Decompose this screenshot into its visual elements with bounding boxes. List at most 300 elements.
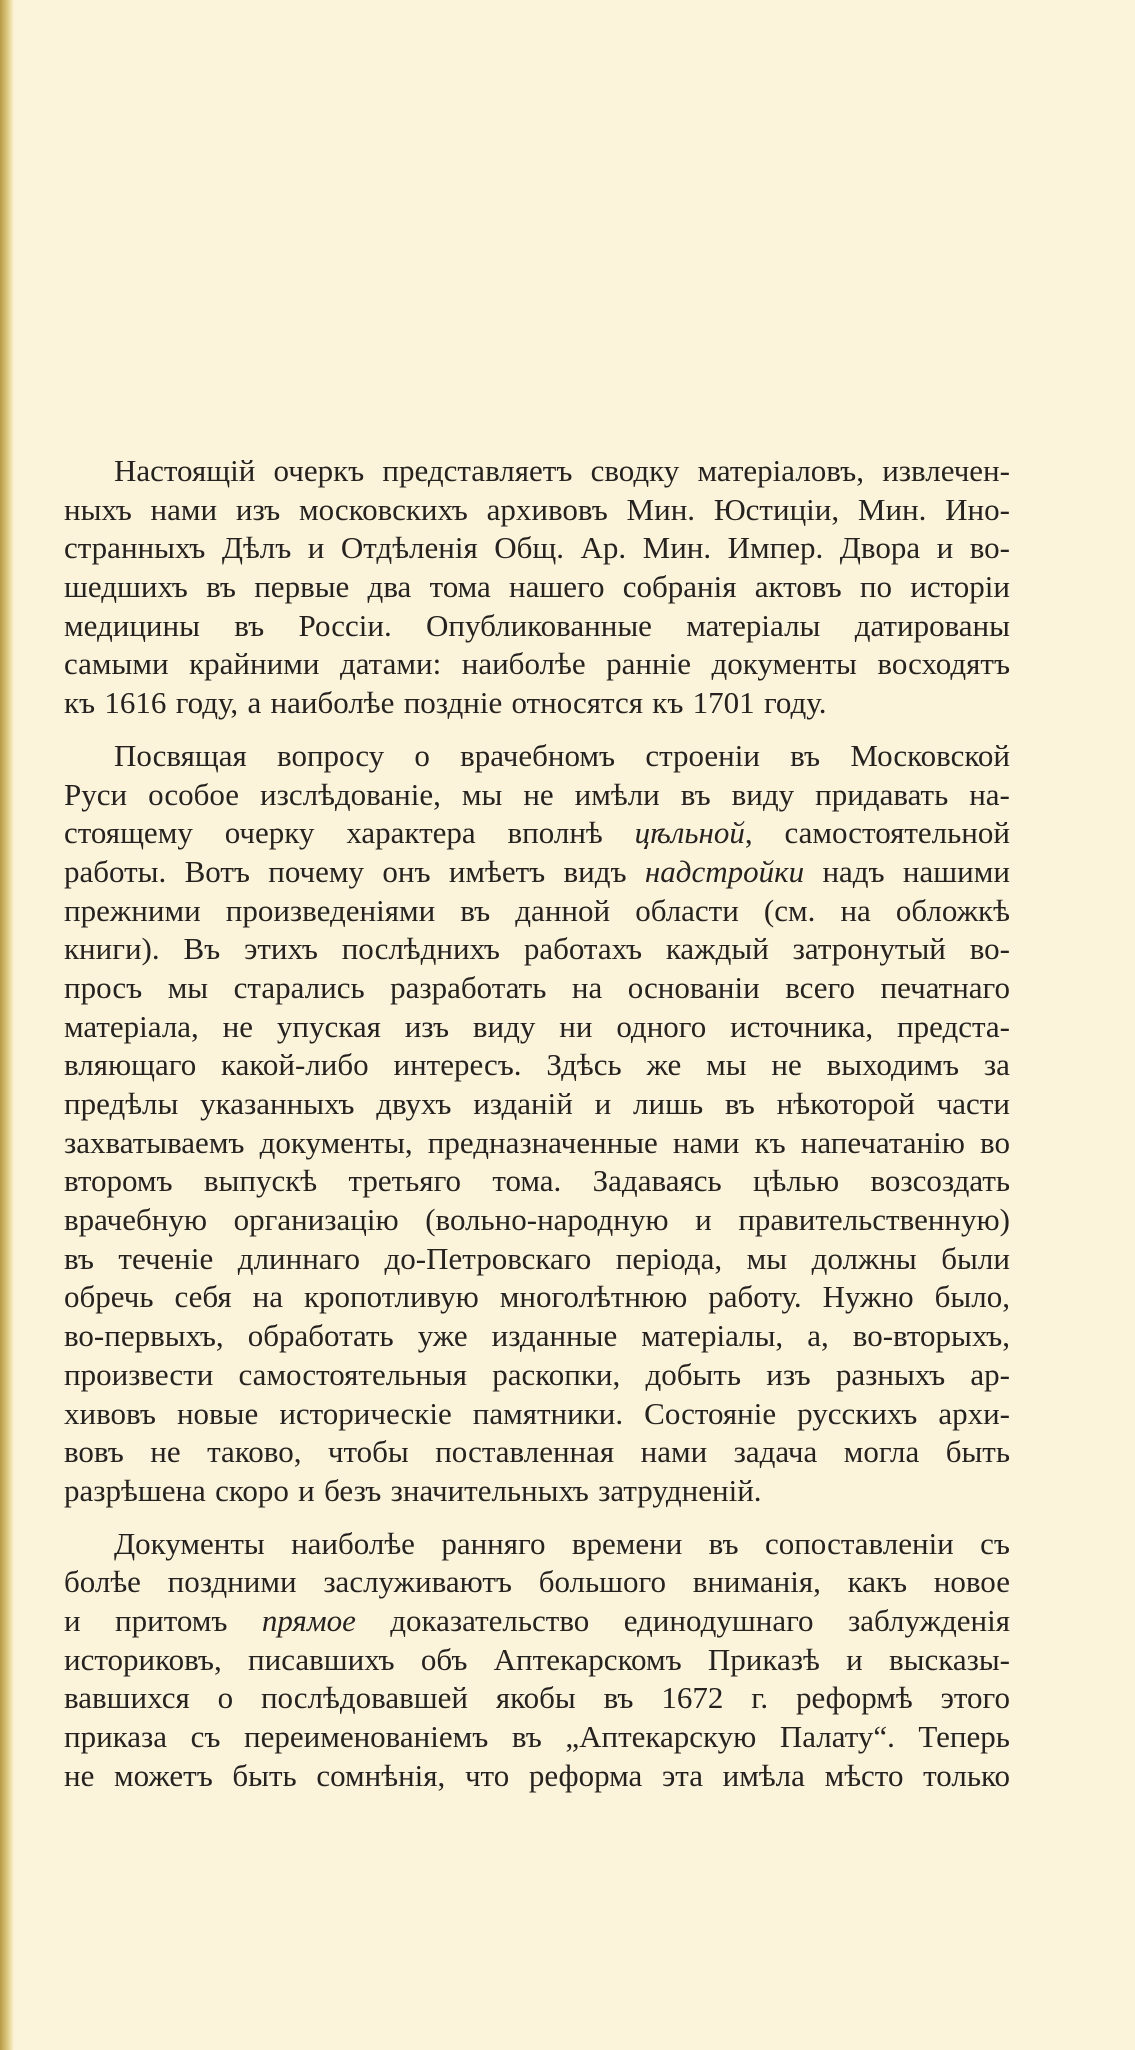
word: году. xyxy=(763,685,827,721)
word: указанныхъ xyxy=(200,1086,355,1121)
word: поставленная xyxy=(435,1434,615,1470)
word: вляющаго xyxy=(64,1047,197,1083)
word: работы. xyxy=(64,853,167,889)
word: имѣли xyxy=(574,776,660,812)
text-line xyxy=(64,452,1010,491)
word: и xyxy=(594,1086,612,1121)
word: Двора xyxy=(839,530,921,566)
word: прямое xyxy=(261,1602,356,1638)
word: 1672 xyxy=(661,1680,724,1716)
text-line xyxy=(64,529,1010,568)
word: Въ xyxy=(183,931,221,967)
word: разработать xyxy=(390,969,547,1005)
word: новое xyxy=(933,1564,1010,1600)
word: работу. xyxy=(708,1279,802,1315)
word: въ xyxy=(460,892,491,928)
word: и xyxy=(307,530,325,566)
paragraph xyxy=(64,452,1010,723)
text-line xyxy=(64,1679,1010,1718)
word: за xyxy=(983,1047,1010,1083)
word: напечатанiю xyxy=(800,1124,965,1160)
word: наиболѣе xyxy=(270,685,395,721)
text-line xyxy=(64,1046,1010,1085)
word: историковъ, xyxy=(64,1641,222,1677)
word: собранiя xyxy=(622,569,737,605)
word: Дѣлъ xyxy=(221,530,292,566)
word: изъ xyxy=(404,1008,450,1044)
word: доказательство xyxy=(390,1602,590,1638)
word: съ xyxy=(980,1525,1010,1561)
text-line xyxy=(64,930,1010,969)
word: и xyxy=(936,530,954,566)
text-line xyxy=(64,1433,1010,1472)
word: крайними xyxy=(189,646,320,682)
word: очеркъ xyxy=(273,453,365,488)
word: мы xyxy=(461,776,503,812)
page-binding-edge xyxy=(0,0,14,2050)
word: русскихъ xyxy=(797,1395,918,1431)
text-line xyxy=(64,1124,1010,1163)
word: должны xyxy=(811,1240,917,1276)
word: (см. xyxy=(763,892,816,928)
word: обречь xyxy=(64,1279,154,1315)
word: ар- xyxy=(970,1356,1010,1392)
word: высказы- xyxy=(889,1641,1010,1677)
word: почему xyxy=(268,853,365,889)
word: „Аптекарскую xyxy=(565,1719,757,1754)
word: области xyxy=(635,892,739,928)
word: Опубликованные xyxy=(426,607,652,643)
word: изъ xyxy=(766,1356,811,1392)
word: тома. xyxy=(492,1163,562,1199)
word: во- xyxy=(969,530,1010,566)
word: не xyxy=(222,1008,254,1044)
word: изданные xyxy=(491,1318,618,1354)
word: реформѣ xyxy=(796,1680,913,1716)
word: историческiе xyxy=(279,1395,452,1431)
word: Россiи. xyxy=(298,607,392,643)
word: ныхъ xyxy=(64,491,132,527)
word: актовъ xyxy=(754,569,842,605)
word: времени xyxy=(571,1525,683,1561)
word: документы, xyxy=(259,1124,413,1160)
word: о xyxy=(414,737,430,773)
word: себя xyxy=(174,1279,232,1315)
word: только xyxy=(923,1757,1010,1793)
text-line xyxy=(64,1240,1010,1279)
word: цѣльной, xyxy=(634,815,753,851)
word: къ xyxy=(64,685,96,721)
word: на xyxy=(571,969,603,1005)
word: сводку xyxy=(590,453,680,488)
word: части xyxy=(936,1086,1010,1121)
word: не xyxy=(150,1434,181,1470)
word: а, xyxy=(807,1318,829,1354)
text-line xyxy=(64,1395,1010,1434)
word: упуская xyxy=(276,1008,381,1044)
word: въ xyxy=(680,776,711,812)
word: сомнѣнiя, xyxy=(316,1757,446,1793)
text-line xyxy=(64,1201,1010,1240)
word: предста- xyxy=(897,1008,1010,1044)
word: изъ xyxy=(235,491,281,527)
word: хивовъ xyxy=(64,1395,156,1431)
word: и xyxy=(695,1202,712,1238)
word: теченiе xyxy=(118,1240,214,1276)
word: Общ. xyxy=(494,530,564,566)
word: быть xyxy=(945,1434,1010,1470)
word: объ xyxy=(420,1641,468,1677)
text-line xyxy=(64,1757,1010,1796)
word: что xyxy=(464,1757,510,1793)
word: самостоятельной xyxy=(784,815,1010,851)
word: Импер. xyxy=(727,530,824,566)
word: исторiи xyxy=(910,569,1010,605)
word: видъ xyxy=(563,853,627,889)
text-line xyxy=(64,568,1010,607)
word: году, xyxy=(175,685,239,721)
word: нами xyxy=(672,1124,740,1160)
word: выходимъ xyxy=(826,1047,960,1083)
word: печатнаго xyxy=(880,969,1010,1005)
word: на xyxy=(840,892,871,928)
word: одного xyxy=(616,1008,707,1044)
word: третьяго xyxy=(348,1163,462,1199)
word: единодушнаго xyxy=(623,1602,814,1638)
text-line xyxy=(64,1356,1010,1395)
word: переименованiемъ xyxy=(244,1719,489,1754)
word: по xyxy=(859,569,893,605)
word: о xyxy=(217,1680,234,1716)
text-line xyxy=(64,491,1010,530)
word: затронутый xyxy=(792,931,946,967)
word: самыми xyxy=(64,646,169,682)
word: затрудненiй. xyxy=(598,1472,762,1508)
word: послѣднихъ xyxy=(341,931,500,967)
word: каждый xyxy=(665,931,769,967)
word: 1616 xyxy=(104,685,167,721)
word: просъ xyxy=(64,969,143,1005)
word: ранняго xyxy=(441,1525,546,1561)
word: Вотъ xyxy=(184,853,250,889)
word: данной xyxy=(515,892,611,928)
text-line xyxy=(64,645,1010,684)
word: въ xyxy=(603,1680,634,1716)
text-line xyxy=(64,1641,1010,1680)
paragraph xyxy=(64,737,1010,1511)
word: вавшихся xyxy=(64,1680,190,1716)
word: въ xyxy=(234,607,265,643)
text-line xyxy=(64,1472,1010,1511)
word: не xyxy=(771,1047,802,1083)
word: и xyxy=(298,1472,315,1508)
word: многолѣтнюю xyxy=(499,1279,688,1315)
word: раннiе xyxy=(606,646,691,682)
word: мы xyxy=(167,969,209,1005)
word: вполнѣ xyxy=(507,815,603,851)
word: приказа xyxy=(64,1719,168,1754)
word: Документы xyxy=(114,1525,265,1561)
word: къ xyxy=(754,1124,786,1160)
word: документы xyxy=(711,646,857,682)
word: виду xyxy=(731,776,795,812)
word: добыть xyxy=(645,1356,742,1392)
word: длиннаго xyxy=(237,1240,361,1276)
word: во xyxy=(980,1124,1010,1160)
word: заблужденiя xyxy=(847,1602,1010,1638)
word: лишь xyxy=(633,1086,704,1121)
word: первые xyxy=(254,569,350,605)
word: датированы xyxy=(854,607,1010,643)
word: Настоящiй xyxy=(114,453,256,488)
word: изслѣдованiе, xyxy=(260,776,441,812)
word: матерiалы xyxy=(686,607,821,643)
word: возсоздать xyxy=(870,1163,1010,1199)
word: мы xyxy=(746,1240,788,1276)
word: поздними xyxy=(167,1564,297,1600)
word: разныхъ xyxy=(835,1356,946,1392)
word: сопоставленiи xyxy=(764,1525,954,1561)
word: уже xyxy=(417,1318,468,1354)
word: обработать xyxy=(247,1318,394,1354)
word: же xyxy=(646,1047,682,1083)
word: Руси xyxy=(64,776,128,812)
word: шедшихъ xyxy=(64,569,188,605)
word: въ xyxy=(708,1525,739,1561)
word: заслуживаютъ xyxy=(323,1564,512,1600)
word: этого xyxy=(940,1680,1010,1716)
word: чтобы xyxy=(327,1434,409,1470)
word: восходятъ xyxy=(877,646,1010,682)
word: вниманiя, xyxy=(692,1564,821,1600)
word: Нужно xyxy=(822,1279,914,1315)
word: прежними xyxy=(64,892,201,928)
word: наиболѣе xyxy=(461,646,586,682)
word: раскопки, xyxy=(492,1356,621,1392)
word: матерiалы, xyxy=(641,1318,784,1354)
word: во- xyxy=(969,931,1010,967)
text-line xyxy=(64,1718,1010,1757)
word: Посвящая xyxy=(114,737,247,773)
word: перiода, xyxy=(615,1240,723,1276)
word: кропотливую xyxy=(303,1279,479,1315)
word: вопросу xyxy=(277,737,385,773)
word: старались xyxy=(233,969,365,1005)
word: не xyxy=(523,776,554,812)
text-line xyxy=(64,1008,1010,1047)
word: правительственную) xyxy=(738,1202,1010,1238)
word: нѣкоторой xyxy=(776,1086,915,1121)
word: съ xyxy=(190,1719,221,1754)
word: таково, xyxy=(207,1434,302,1470)
paragraph xyxy=(64,1525,1010,1796)
word: датами: xyxy=(339,646,442,682)
word: послѣдовавшей xyxy=(260,1680,468,1716)
word: второмъ xyxy=(64,1163,173,1199)
paragraph-gap xyxy=(64,723,1010,737)
word: скоро xyxy=(215,1472,289,1508)
word: могла xyxy=(843,1434,920,1470)
word: этихъ xyxy=(244,931,318,967)
word: реформа xyxy=(528,1757,643,1793)
word: тома xyxy=(429,569,491,605)
word: обложкѣ xyxy=(895,892,1010,928)
word: мѣсто xyxy=(824,1757,904,1793)
text-line xyxy=(64,776,1010,815)
word: Мин. xyxy=(857,491,927,527)
word: г. xyxy=(751,1680,769,1716)
word: Приказѣ xyxy=(707,1641,820,1677)
word: произвести xyxy=(64,1356,214,1392)
word: значительныхъ xyxy=(390,1472,589,1508)
word: характера xyxy=(346,815,476,851)
text-line xyxy=(64,1525,1010,1564)
text-line xyxy=(64,1317,1010,1356)
word: въ xyxy=(511,1719,542,1754)
word: нашего xyxy=(509,569,605,605)
word: московскихъ xyxy=(298,491,468,527)
word: онъ xyxy=(382,853,431,889)
word: Юстицiи, xyxy=(713,491,840,527)
text-line xyxy=(64,969,1010,1008)
text-line xyxy=(64,737,1010,776)
word: архи- xyxy=(938,1395,1010,1431)
text-line xyxy=(64,853,1010,892)
word: организацiю xyxy=(233,1202,399,1238)
word: матерiаловъ, xyxy=(697,453,864,488)
word: матерiала, xyxy=(64,1008,199,1044)
word: въ xyxy=(724,1086,755,1121)
word: эта xyxy=(661,1757,703,1793)
word: мы xyxy=(706,1047,747,1083)
word: были xyxy=(941,1240,1010,1276)
word: извлечен- xyxy=(882,453,1010,488)
page-text xyxy=(64,452,1010,1795)
word: Здѣсь xyxy=(546,1047,622,1083)
word: строенiи xyxy=(645,737,760,773)
text-line xyxy=(64,1085,1010,1124)
word: во-вторыхъ, xyxy=(852,1318,1010,1354)
word: можетъ xyxy=(114,1757,213,1793)
word: не xyxy=(64,1757,95,1793)
word: виду xyxy=(472,1008,536,1044)
word: наиболѣе xyxy=(291,1525,415,1561)
word: надъ xyxy=(822,853,885,889)
word: нами xyxy=(150,491,218,527)
word: притомъ xyxy=(115,1602,228,1638)
word: источника, xyxy=(730,1008,874,1044)
word: 1701 xyxy=(692,685,755,721)
word: памятники. xyxy=(472,1395,624,1431)
word: работахъ xyxy=(523,931,642,967)
word: болѣе xyxy=(64,1564,141,1600)
word: двухъ xyxy=(376,1086,452,1121)
text-line xyxy=(64,1563,1010,1602)
word: два xyxy=(367,569,412,605)
word: въ xyxy=(64,1240,94,1276)
word: надстройки xyxy=(644,853,805,889)
text-line xyxy=(64,607,1010,646)
word: Ино- xyxy=(945,491,1010,527)
word: новые xyxy=(176,1395,259,1431)
word: имѣла xyxy=(722,1757,805,1793)
word: и xyxy=(64,1602,81,1638)
word: разрѣшена xyxy=(64,1472,206,1508)
word: было, xyxy=(934,1279,1010,1315)
word: интересъ. xyxy=(393,1047,522,1083)
word: (вольно-народную xyxy=(425,1202,669,1238)
text-line xyxy=(64,1162,1010,1201)
word: писавшихъ xyxy=(248,1641,395,1677)
word: изданiй xyxy=(473,1086,573,1121)
word: а xyxy=(247,685,262,721)
word: Мин. xyxy=(642,530,712,566)
word: какъ xyxy=(847,1564,908,1600)
word: выпускѣ xyxy=(203,1163,318,1199)
word: врачебномъ xyxy=(460,737,616,773)
text-line xyxy=(64,814,1010,853)
word: Задаваясь xyxy=(592,1163,722,1199)
word: позднiе xyxy=(403,685,503,721)
word: ни xyxy=(559,1008,593,1044)
word: Мин. xyxy=(626,491,696,527)
word: въ xyxy=(206,569,236,605)
word: Состоянiе xyxy=(644,1395,777,1431)
word: предназначенные xyxy=(427,1124,658,1160)
word: якобы xyxy=(495,1680,576,1716)
word: относятся xyxy=(511,685,643,721)
word: захватываемъ xyxy=(64,1124,245,1160)
text-line xyxy=(64,1278,1010,1317)
word: на xyxy=(252,1279,283,1315)
text-line xyxy=(64,684,1010,723)
word: Ар. xyxy=(580,530,627,566)
word: вовъ xyxy=(64,1434,124,1470)
word: во-первыхъ, xyxy=(64,1318,224,1354)
word: Аптекарскомъ xyxy=(493,1641,682,1677)
word: большого xyxy=(538,1564,666,1600)
paragraph-gap xyxy=(64,1511,1010,1525)
word: въ xyxy=(790,737,821,773)
word: странныхъ xyxy=(64,530,206,566)
word: книги). xyxy=(64,931,160,967)
word: всего xyxy=(785,969,855,1005)
word: придавать xyxy=(815,776,949,812)
word: имѣетъ xyxy=(448,853,546,889)
word: на- xyxy=(969,776,1010,812)
word: предѣлы xyxy=(64,1086,179,1121)
word: Палату“. xyxy=(779,1719,895,1754)
word: быть xyxy=(232,1757,297,1793)
word: очерку xyxy=(224,815,315,851)
word: произведенiями xyxy=(225,892,436,928)
word: Отдѣленiя xyxy=(340,530,478,566)
word: нами xyxy=(640,1434,708,1470)
text-line xyxy=(64,1602,1010,1641)
word: до-Петровскаго xyxy=(384,1240,592,1276)
word: медицины xyxy=(64,607,200,643)
word: безъ xyxy=(324,1472,382,1508)
word: самостоятельныя xyxy=(238,1356,467,1392)
word: Московской xyxy=(850,737,1010,773)
word: основанiи xyxy=(627,969,760,1005)
word: какой-либо xyxy=(221,1047,369,1083)
word: задача xyxy=(733,1434,818,1470)
word: Теперь xyxy=(918,1719,1010,1754)
word: представляетъ xyxy=(382,453,573,488)
word: архивовъ xyxy=(486,491,608,527)
word: къ xyxy=(652,685,684,721)
